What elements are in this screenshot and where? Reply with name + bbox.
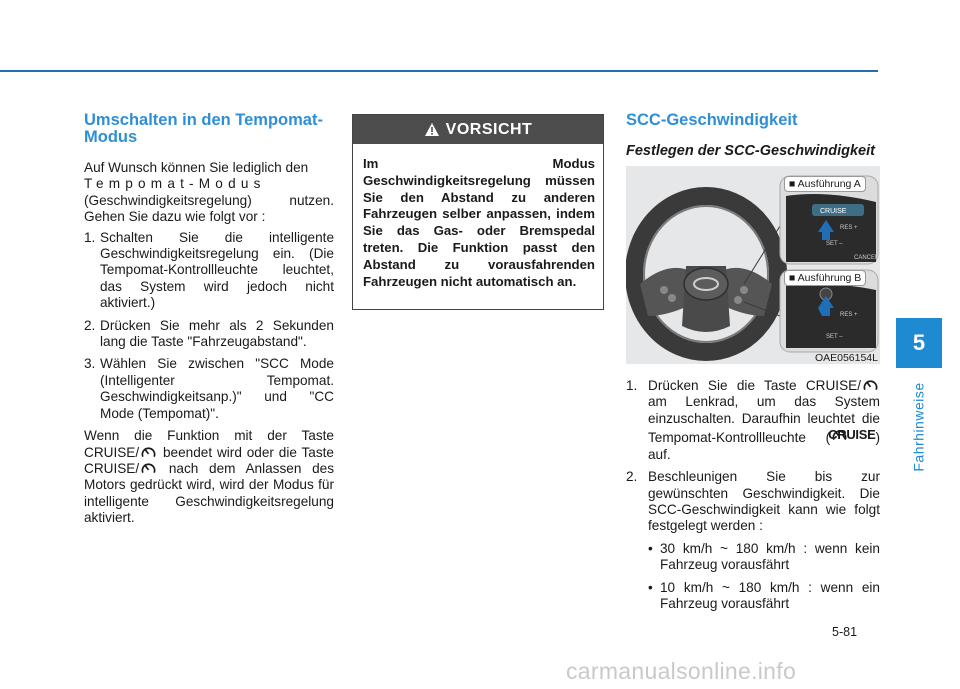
- step1-text-a: Drücken Sie die Taste CRUISE/: [648, 378, 861, 393]
- caution-text: Im Modus Geschwindigkeitsregelung müssen Sie den Abstand zu anderen Fahrzeugen selber anpassen, indem Sie das Gas- oder Bremspedal treten. Die Funktion passt den Abstand zu vorausfahrenden Fahrzeugen nicht automatisch an.: [363, 156, 595, 289]
- section-heading-scc: SCC-Geschwindigkeit: [626, 111, 798, 129]
- bullet-text: 30 km/h ~ 180 km/h : wenn kein Fahrzeug vorausfährt: [660, 540, 880, 573]
- step-text: Schalten Sie die intelligente Geschwindigkeitsregelung ein. (Die Tempomat-Kontrollleuchte leuchtet, das System wird jedoch nicht aktiviert.): [100, 229, 334, 311]
- left-column: [84, 112, 334, 527]
- bullet-dot: •: [648, 579, 653, 595]
- section-heading-tempomat: Umschalten in den Tempomat-Modus: [84, 111, 323, 146]
- list-item: [626, 378, 880, 463]
- callout-version-a: ■ Ausführung A: [784, 176, 866, 192]
- subheading-scc: Festlegen der SCC-Geschwindigkeit: [626, 143, 875, 159]
- page-number: 5-81: [832, 625, 858, 639]
- button-label: RES +: [840, 312, 858, 318]
- list-item: [648, 541, 880, 574]
- chapter-number-tab[interactable]: 5: [896, 318, 942, 368]
- step-number: 1.: [84, 229, 96, 245]
- cruise-gauge-icon: [863, 378, 878, 392]
- button-label: CANCEL: [854, 255, 879, 261]
- list-item: [84, 230, 334, 312]
- intro-line1: Auf Wunsch können Sie lediglich den: [84, 160, 309, 175]
- bullet-text: 10 km/h ~ 180 km/h : wenn ein Fahrzeug vorausfährt: [660, 579, 880, 612]
- step-number: 1.: [626, 378, 638, 393]
- step-number: 2.: [626, 469, 638, 485]
- intro-rest: (Geschwindigkeitsregelung) nutzen. Gehen Sie dazu wie folgt vor :: [84, 192, 334, 225]
- chapter-label: [900, 372, 938, 482]
- outro-text-b: beendet wird oder die Taste CRUISE/: [84, 444, 334, 476]
- list-item: [84, 318, 334, 351]
- list-item: [626, 469, 880, 535]
- steering-wheel-figure: [626, 166, 880, 364]
- step-number: 3.: [84, 356, 96, 372]
- button-label: CRUISE: [820, 208, 847, 215]
- cruise-indicator: [830, 427, 875, 443]
- list-item: [648, 580, 880, 613]
- steps-list: [84, 230, 334, 422]
- right-column: [626, 112, 880, 618]
- scc-steps-list: [626, 378, 880, 535]
- outro-paragraph: [84, 428, 334, 526]
- step1-text-c: ) auf.: [648, 430, 880, 462]
- chapter-label-text: Fahrhinweise: [911, 382, 928, 472]
- watermark: carmanualsonline.info: [566, 658, 797, 684]
- button-label: RES +: [840, 225, 858, 231]
- intro-paragraph: [84, 160, 334, 226]
- step1-text-b: am Lenkrad, um das System einzuschalten. Daraufhin leuchtet die Tempomat-Kontrollleuchte (: [648, 394, 880, 446]
- cruise-indicator-label: CRUISE: [828, 427, 876, 443]
- step-text: Wählen Sie zwischen "SCC Mode (Intelligenter Tempomat. Geschwindigkeitsanp.)" und "CC Mode (Tempomat)".: [100, 356, 334, 421]
- button-label: SET –: [826, 334, 843, 340]
- caution-header: [353, 115, 603, 144]
- intro-spaced-word: Tempomat-Modus: [84, 176, 266, 192]
- speed-range-list: [648, 541, 880, 613]
- caution-title: VORSICHT: [445, 120, 533, 138]
- cruise-gauge-icon: [141, 461, 156, 475]
- top-rule: [0, 70, 878, 72]
- cruise-gauge-icon: [141, 445, 156, 459]
- outro-text-a: Wenn die Funktion mit der Taste CRUISE/: [84, 428, 334, 460]
- step2-text: Beschleunigen Sie bis zur gewünschten Geschwindigkeit. Die SCC-Geschwindigkeit kann wie folgt festgelegt werden :: [648, 469, 880, 534]
- warning-triangle-icon: [424, 122, 440, 137]
- outro-text-c: nach dem Anlassen des Motors gedrückt wird, wird der Modus für intelligente Geschwindigkeitsregelung aktiviert.: [84, 460, 335, 526]
- step-number: 2.: [84, 317, 96, 333]
- step-text: Drücken Sie mehr als 2 Sekunden lang die Taste "Fahrzeugabstand".: [100, 317, 334, 350]
- steering-wheel-illustration: [626, 166, 880, 364]
- figure-code: OAE056154L: [814, 352, 878, 364]
- callout-version-b: ■ Ausführung B: [784, 270, 866, 286]
- caution-box: [352, 114, 604, 310]
- bullet-dot: •: [648, 540, 653, 556]
- button-label: SET –: [826, 241, 843, 247]
- list-item: [84, 356, 334, 422]
